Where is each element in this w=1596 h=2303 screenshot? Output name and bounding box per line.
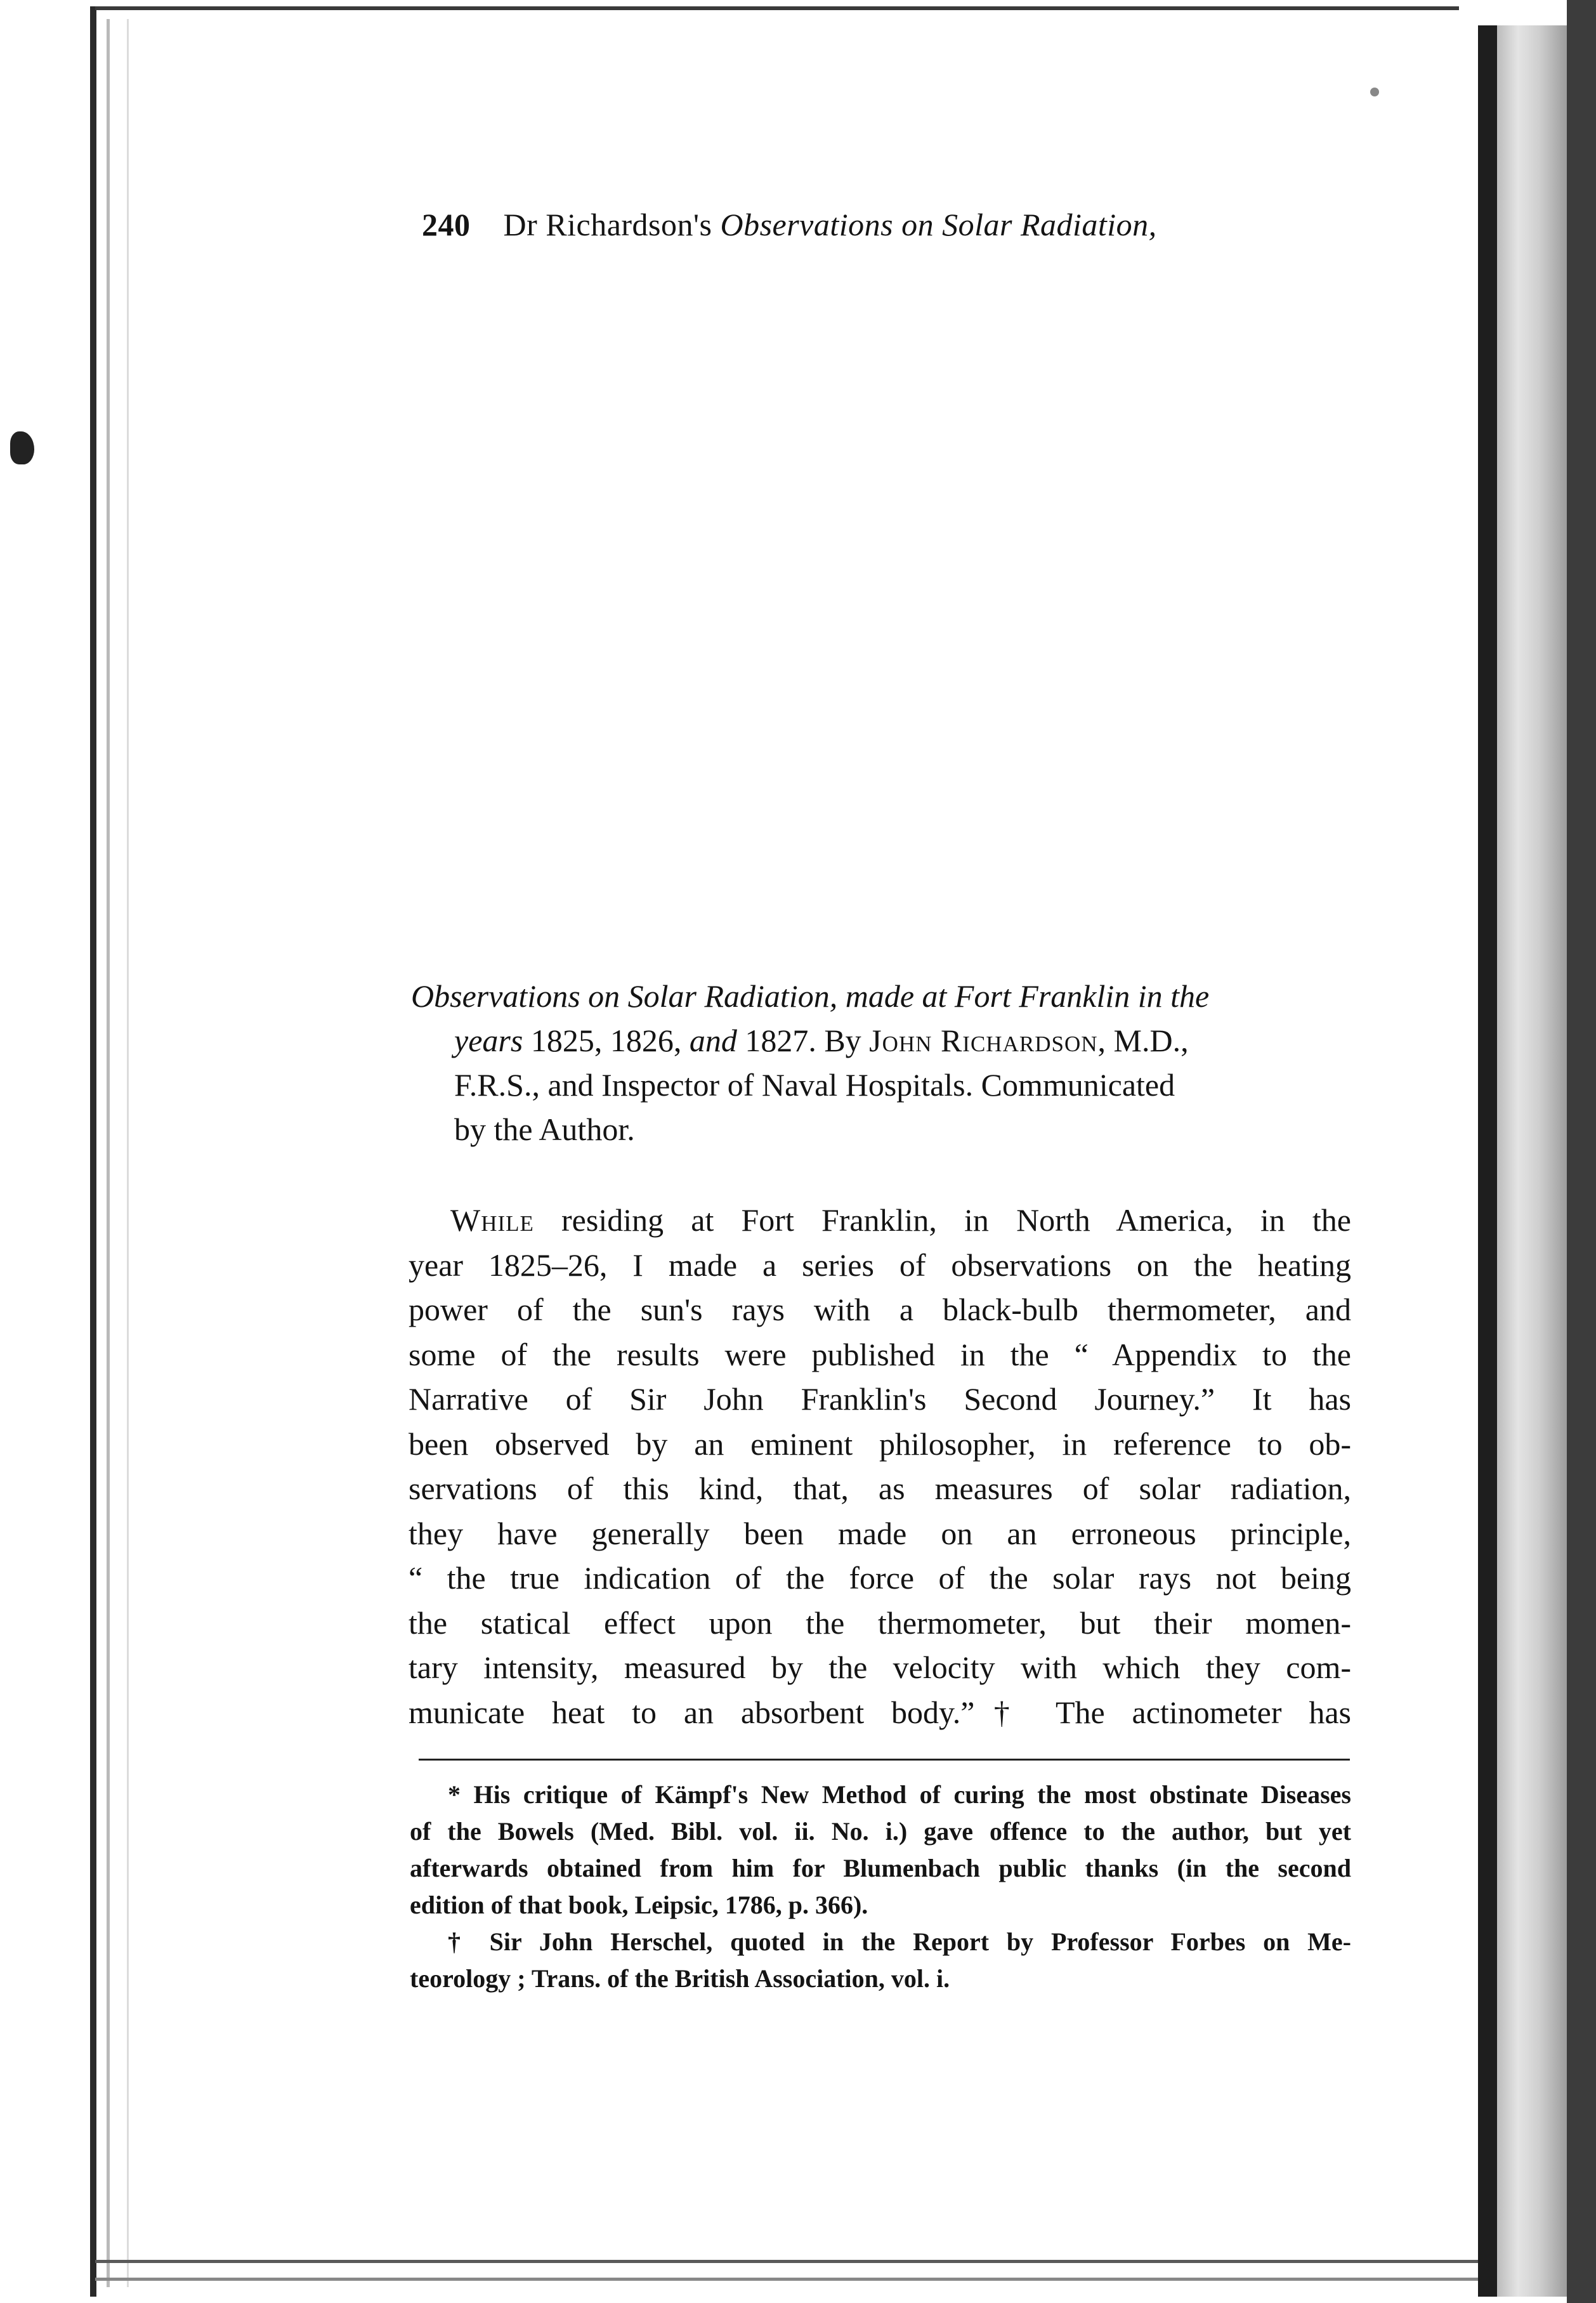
text-line: “ the true indication of the force of the solar rays not being — [409, 1560, 1351, 1596]
lead-word: While — [450, 1202, 534, 1238]
page-number: 240 — [422, 207, 471, 242]
footnote-line: teorology ; Trans. of the British Association, vol. i. — [410, 1964, 950, 1993]
article-title-line: Observations on Solar Radiation, made at Fort Franklin in the — [411, 978, 1210, 1014]
text-line: they have generally been made on an erroneous principle, — [409, 1515, 1351, 1551]
footnotes — [410, 1776, 1351, 1997]
page-top-edge — [95, 6, 1459, 10]
page-bottom-edge — [95, 2260, 1491, 2263]
scan-right-edge — [1567, 0, 1596, 2303]
page-edge-line — [107, 19, 110, 2287]
footnote-divider — [419, 1759, 1350, 1761]
running-head-author: Dr Richardson's — [503, 207, 712, 242]
page-edge-line — [90, 6, 96, 2297]
author-name: John Richardson — [869, 1023, 1098, 1058]
text-line: the statical effect upon the thermometer, but their momen- — [409, 1604, 1351, 1641]
article-title — [411, 974, 1350, 1152]
scan-speck — [1370, 88, 1379, 96]
running-head — [422, 206, 1157, 243]
book-gutter-shadow — [1478, 25, 1497, 2297]
text-line: been observed by an eminent philosopher, in reference to ob- — [409, 1426, 1351, 1462]
footnote-line: afterwards obtained from him for Blumenbach public thanks (in the second — [410, 1854, 1351, 1882]
text-line: While residing at Fort Franklin, in North America, in the — [450, 1202, 1351, 1238]
footnote-line: † Sir John Herschel, quoted in the Report by Professor Forbes on Me- — [448, 1927, 1351, 1956]
book-gutter — [1497, 25, 1567, 2297]
article-title-line: F.R.S., and Inspector of Naval Hospitals. Communicated — [454, 1067, 1175, 1103]
text-line: power of the sun's rays with a black-bulb thermometer, and — [409, 1292, 1351, 1327]
footnote-line: edition of that book, Leipsic, 1786, p. 366). — [410, 1891, 868, 1919]
text-line: tary intensity, measured by the velocity with which they com- — [409, 1650, 1351, 1685]
text-line: Narrative of Sir John Franklin's Second Journey.” It has — [409, 1381, 1351, 1417]
page-edge-line — [127, 19, 129, 2287]
footnote-line: * His critique of Kämpf's New Method of curing the most obstinate Diseases — [448, 1780, 1351, 1809]
text-line: year 1825–26, I made a series of observations on the heating — [409, 1247, 1351, 1283]
page-bottom-edge — [95, 2278, 1535, 2281]
footnote-line: of the Bowels (Med. Bibl. vol. ii. No. i.) gave offence to the author, but yet — [410, 1817, 1351, 1846]
article-title-line: by the Author. — [454, 1112, 635, 1147]
running-head-title: Observations on Solar Radiation, — [720, 207, 1157, 242]
text-line: municate heat to an absorbent body.”† The actinometer has — [409, 1694, 1351, 1730]
scan-left-margin — [0, 0, 95, 2303]
text-line: servations of this kind, that, as measures of solar radiation, — [409, 1471, 1351, 1506]
article-title-line: years 1825, 1826, and 1827. By John Richardson, M.D., — [454, 1023, 1189, 1058]
text-line: some of the results were published in the “ Appendix to the — [409, 1336, 1351, 1372]
body-paragraph — [409, 1198, 1351, 1735]
